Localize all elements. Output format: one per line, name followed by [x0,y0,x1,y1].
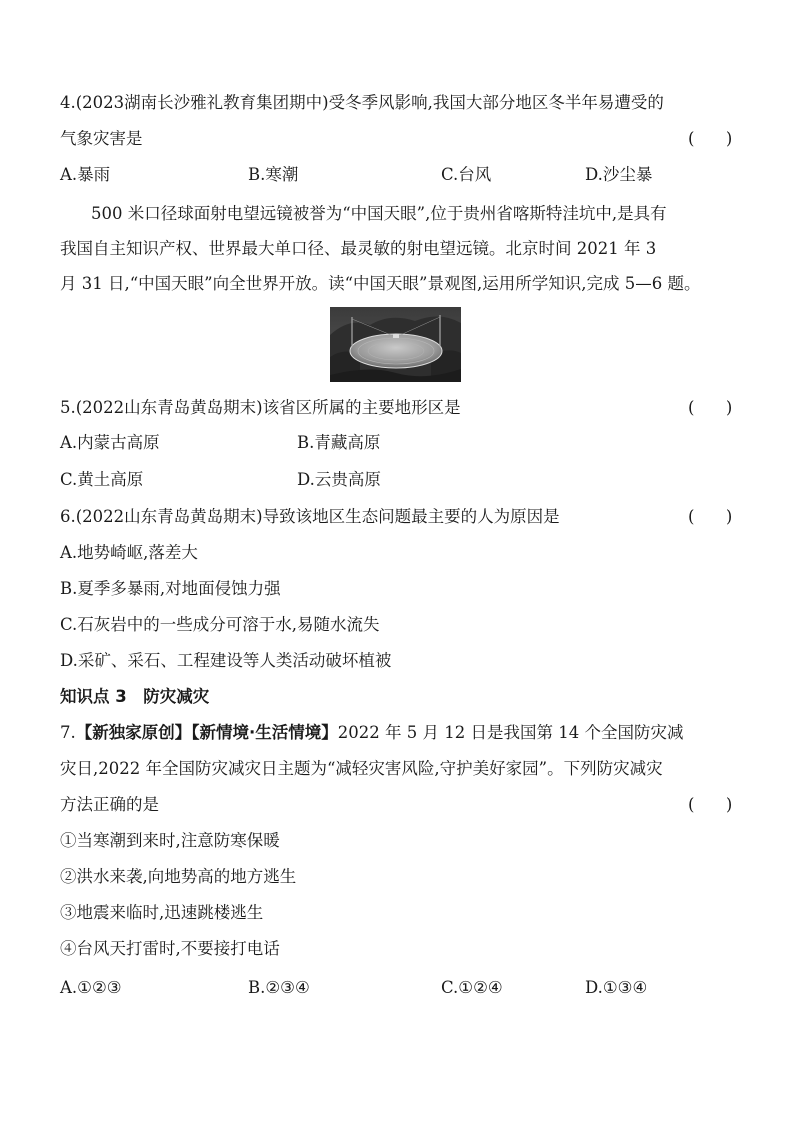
q5-option-c[interactable]: C.黄土高原 [60,470,144,489]
q5-answer-blank[interactable]: ( ) [688,398,733,417]
q5-option-a[interactable]: A.内蒙古高原 [60,433,160,452]
q5-option-d[interactable]: D.云贵高原 [297,470,381,489]
q7-option-d[interactable]: D.①③④ [585,978,648,997]
q7-statement-1: ①当寒潮到来时,注意防寒保暖 [60,831,280,850]
q6-option-a[interactable]: A.地势崎岖,落差大 [60,543,198,562]
q4-option-a[interactable]: A.暴雨 [60,165,111,184]
q7-option-a[interactable]: A.①②③ [60,978,122,997]
q7-answer-blank[interactable]: ( ) [688,795,733,814]
q7-option-c[interactable]: C.①②④ [441,978,503,997]
section-heading: 知识点 3 防灾减灾 [60,687,210,706]
q7-number: 7. [60,723,76,742]
fast-telescope-photo [330,307,461,382]
passage-line2: 我国自主知识产权、世界最大单口径、最灵敏的射电望远镜。北京时间 2021 年 3 [60,239,657,258]
passage-line1: 500 米口径球面射电望远镜被誉为“中国天眼”,位于贵州省喀斯特洼坑中,是具有 [91,204,667,223]
q6-option-b[interactable]: B.夏季多暴雨,对地面侵蚀力强 [60,579,281,598]
q5-option-b[interactable]: B.青藏高原 [297,433,381,452]
q7-stem-line2: 灾日,2022 年全国防灾减灾日主题为“减轻灾害风险,守护美好家园”。下列防灾减灾 [60,759,663,778]
q7-statement-3: ③地震来临时,迅速跳楼逃生 [60,903,264,922]
q7-stem-line1 [60,722,683,744]
q6-option-d[interactable]: D.采矿、采石、工程建设等人类活动破坏植被 [60,651,392,670]
q6-option-c[interactable]: C.石灰岩中的一些成分可溶于水,易随水流失 [60,615,380,634]
q7-tag-original: 【新独家原创】 [75,723,192,742]
q4-option-d[interactable]: D.沙尘暴 [585,165,653,184]
q7-stem-line1-text: 2022 年 5 月 12 日是我国第 14 个全国防灾减 [337,723,684,742]
q6-answer-blank[interactable]: ( ) [688,507,733,526]
passage-line3: 月 31 日,“中国天眼”向全世界开放。读“中国天眼”景观图,运用所学知识,完成 5—6 题。 [60,274,701,293]
q7-statement-2: ②洪水来袭,向地势高的地方逃生 [60,867,297,886]
q7-option-b[interactable]: B.②③④ [248,978,310,997]
q4-option-c[interactable]: C.台风 [441,165,492,184]
q4-stem-line2: 气象灾害是 [60,129,143,148]
q7-tag-context: 【新情境·生活情境】 [191,723,338,742]
q7-stem-line3: 方法正确的是 [60,795,159,814]
q7-statement-4: ④台风天打雷时,不要接打电话 [60,939,280,958]
q4-answer-blank[interactable]: ( ) [688,129,733,148]
q4-stem-line1: 4.(2023湖南长沙雅礼教育集团期中)受冬季风影响,我国大部分地区冬半年易遭受的 [60,93,664,112]
q4-option-b[interactable]: B.寒潮 [248,165,299,184]
q6-stem: 6.(2022山东青岛黄岛期末)导致该地区生态问题最主要的人为原因是 [60,507,560,526]
q5-stem: 5.(2022山东青岛黄岛期末)该省区所属的主要地形区是 [60,398,461,417]
